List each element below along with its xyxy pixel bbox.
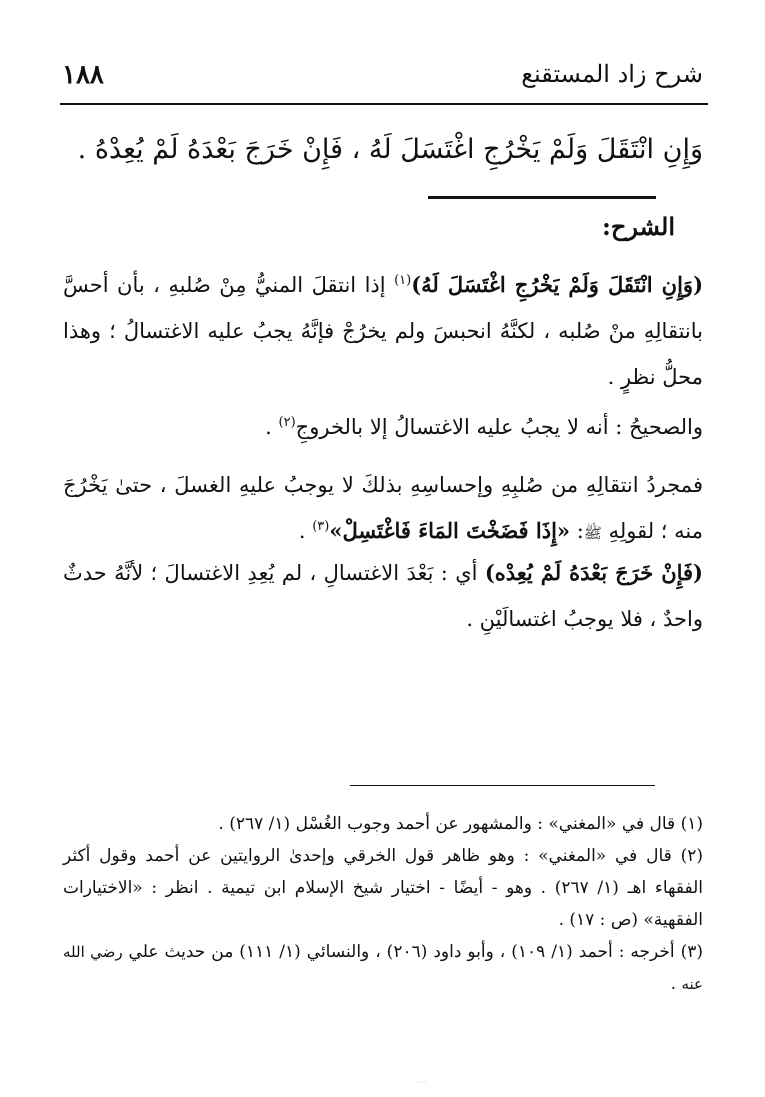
scan-speck: ···· [415, 1078, 427, 1088]
colon: : [570, 519, 584, 543]
header-divider [60, 103, 708, 105]
sharh-paragraph-4 [63, 550, 703, 642]
footnote-ref: (١) [394, 273, 412, 288]
book-title: شرح زاد المستقنع [521, 60, 703, 88]
sharh-heading: الشرح: [602, 212, 675, 241]
matn-text: وَإِنِ انْتَقَلَ وَلَمْ يَخْرُجِ اغْتَسَلَ لَهُ ، فَإِنْ خَرَجَ بَعْدَهُ لَمْ يُعِدْهُ . [77, 134, 703, 165]
paragraph-text-end: . [298, 519, 313, 543]
footnote-1: (١) قال في «المغني» : والمشهور عن أحمد وجوب الغُسْل (١/ ٢٦٧) . [218, 814, 703, 834]
page-number: ١٨٨ [62, 60, 104, 90]
matn-quote: (فَإِنْ خَرَجَ بَعْدَهُ لَمْ يُعِدْه) [484, 560, 703, 585]
sharh-paragraph-1 [63, 262, 703, 400]
footnote-3 [63, 936, 703, 1000]
paragraph-text: فمجردُ انتقالِهِ من صُلبِهِ وإحساسِهِ بذلكَ لا يوجبُ عليهِ الغسلَ ، حتىٰ يَخْرُجَ منه ؛ لقولِهِ [63, 473, 703, 543]
paragraph-text: والصحيحُ : أنه لا يجبُ عليه الاغتسالُ إلا بالخروجِ [295, 415, 703, 439]
matn-divider [428, 196, 656, 199]
footnote-divider [350, 785, 655, 786]
paragraph-text: أي : بَعْدَ الاغتسالِ ، لم يُعِدِ الاغتسالَ ؛ لأنَّهُ حدثٌ واحدٌ ، فلا يوجبُ اغتسالَيْنِ . [63, 561, 703, 631]
footnote-3-text: (٣) أخرجه : أحمد (١/ ١٠٩) ، وأبو داود (٢٠٦) ، والنسائي (١/ ١١١) من حديث علي [128, 942, 704, 962]
sharh-paragraph-2 [63, 404, 703, 450]
footnote-ref: (٣) [312, 519, 330, 534]
matn-quote: (وَإِنِ انْتَقَلَ وَلَمْ يَخْرُجِ اغْتَسَلَ لَهُ) [411, 272, 703, 297]
footnotes [63, 808, 703, 1000]
hadith-quote: «إِذَا فَضَخْتَ المَاءَ فَاغْتَسِلْ» [329, 518, 571, 543]
paragraph-text: إذا انتقلَ المنيُّ مِنْ صُلبهِ ، بأن أحسَّ بانتقالِهِ منْ صُلبه ، لكنَّهُ انحبسَ ولم يخرُجْ فإنَّهُ يجبُ عليه الاغتسالُ ؛ وهذا محلُّ نظرٍ . [63, 273, 703, 389]
salawat-glyph: ﷺ [583, 524, 602, 542]
footnote-2: (٢) قال في «المغني» : وهو ظاهر قول الخرقي وإحدىٰ الروايتين عن أحمد وقول أكثر الفقهاء اهـ (١/ ٢٦٧) . وهو - أيضًا - اختيار شيخ الإسلام ابن تيمية . انظر : «الاختيارات الفقهية» (ص : ١٧) . [63, 846, 703, 930]
sharh-paragraph-3 [63, 462, 703, 556]
footnote-ref: (٢) [278, 415, 296, 430]
footnote-3-end: . [670, 974, 682, 994]
paragraph-text-end: . [265, 415, 279, 439]
radiallahu-glyph: رضي الله عنه [63, 943, 703, 993]
